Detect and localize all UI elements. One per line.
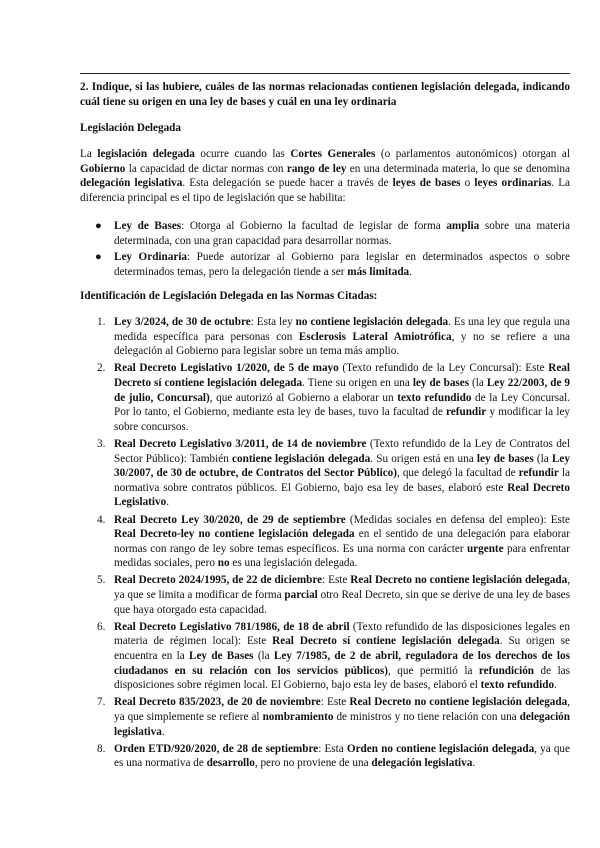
- bold-text: Esclerosis Lateral Amiotrófica: [298, 330, 452, 343]
- bold-text: Ley 22/2003, de 9 de julio, Concursal): [114, 376, 570, 404]
- bold-text: Ley 30/2007, de 30 de octubre, de Contratos del Sector Público): [114, 452, 570, 480]
- text-run: (la: [533, 452, 552, 465]
- bold-text: refundición: [478, 664, 535, 677]
- bold-text: Real Decreto Legislativo 1/2020, de 5 de mayo: [114, 362, 339, 375]
- text-run: , ya que simplemente se refiere al: [114, 696, 571, 723]
- bold-text: desarrollo: [206, 757, 255, 770]
- bold-text: Real Decreto sí contiene legislación delegada: [114, 362, 570, 389]
- text-run: .: [472, 757, 476, 770]
- bold-text: ley de bases: [476, 452, 534, 465]
- text-run: sobre una materia determinada, con una gran capacidad para desarrollar normas.: [114, 220, 570, 247]
- text-run: , que permitió la: [388, 664, 479, 677]
- bold-text: Real Decreto Legislativo: [114, 481, 570, 509]
- bold-text: Gobierno: [80, 162, 126, 175]
- norm-list-item: [80, 742, 570, 771]
- text-run: y modificar la ley sobre concursos.: [114, 406, 570, 433]
- norms-list: [80, 315, 570, 774]
- text-run: de la Ley Concursal. Por lo tanto, el Gobierno, mediante esta ley de bases, tuvo la facultad de: [114, 391, 571, 419]
- text-run: : Este: [322, 574, 351, 587]
- bold-text: Real Decreto sí contiene legislación delegada: [272, 635, 500, 648]
- list-number: 2.: [97, 362, 106, 375]
- text-run: . Tiene su origen en una: [302, 376, 413, 389]
- text-run: .: [166, 496, 170, 509]
- text-run: . Es una ley que regula una medida específica para personas con: [114, 316, 570, 343]
- text-run: (Texto refundido de las disposiciones legales en materia de régimen local): Este: [114, 620, 570, 648]
- bold-text: legislación delegada: [97, 148, 195, 160]
- bold-text: Real Decreto Ley 30/2020, de 29 de septiembre: [114, 513, 346, 526]
- question-heading: 2. Indique, si las hubiere, cuáles de las normas relacionadas contienen legislación delegada, indicando cuál tiene su origen en una ley de bases y cuál en una ley ordinaria: [80, 81, 570, 108]
- text-run: La: [80, 148, 98, 160]
- norm-list-item: [80, 437, 570, 510]
- text-run: o: [460, 177, 475, 190]
- bold-text: nombramiento: [262, 711, 334, 723]
- text-run: , ya que es una normativa de: [114, 742, 570, 770]
- text-run: (Medidas sociales en defensa del empleo): Este: [345, 513, 570, 526]
- bullet-dot-icon: ●: [95, 220, 102, 232]
- bullet-dot-icon: ●: [95, 251, 102, 264]
- bold-text: leyes ordinarias: [474, 177, 552, 190]
- bold-text: Cortes Generales: [290, 148, 376, 160]
- list-number: 3.: [97, 437, 106, 450]
- text-run: .: [409, 265, 412, 278]
- bold-text: rango de ley: [286, 162, 347, 175]
- list-number: 6.: [97, 620, 106, 633]
- text-run: , y no se refiere a una delegación al Gobierno para legislar sobre un tema más amplio.: [114, 330, 570, 358]
- bold-text: Real Decreto-ley no contiene legislación delegada: [114, 528, 355, 541]
- text-run: (o parlamentos autonómicos) otorgan al: [375, 148, 570, 160]
- bold-text: delegación legislativa: [114, 711, 570, 738]
- bold-text: Real Decreto 2024/1995, de 22 de diciembre: [114, 574, 323, 587]
- top-rule: [80, 73, 570, 74]
- text-run: la capacidad de dictar normas con: [125, 162, 287, 175]
- list-number: 5.: [97, 574, 106, 587]
- bold-text: texto refundido: [397, 391, 472, 404]
- norm-list-item: [80, 695, 570, 739]
- text-run: (la: [253, 650, 274, 663]
- bold-text: Real Decreto no contiene legislación delegada: [349, 696, 568, 709]
- bold-text: contiene legislación delegada: [232, 452, 371, 465]
- text-run: : Este: [320, 696, 350, 709]
- list-number: 4.: [97, 513, 106, 526]
- text-run: : Puede autorizar al Gobierno para legislar en determinados aspectos o sobre determinados temas, pero la delegación tiende a ser: [114, 251, 570, 278]
- text-run: . La diferencia principal es el tipo de legislación que se habilita:: [80, 177, 571, 204]
- text-run: : Esta: [318, 742, 347, 755]
- text-run: .: [161, 725, 165, 738]
- text-run: para enfrentar medidas sociales, pero: [114, 542, 570, 570]
- text-run: en el sentido de una delegación para elaborar normas con rango de ley sobre temas específicos. Es una norma con carácter: [114, 528, 570, 555]
- norm-list-item: [80, 315, 570, 359]
- list-number: 7.: [97, 696, 106, 709]
- bold-text: urgente: [466, 542, 504, 555]
- bold-text: no contiene legislación delegada: [295, 316, 449, 328]
- bold-text: Real Decreto Legislativo 781/1986, de 18 de abril: [114, 620, 350, 633]
- list-title: Identificación de Legislación Delegada en las Normas Citadas:: [80, 290, 378, 302]
- text-run: : Otorga al Gobierno la facultad de legislar de forma: [181, 220, 447, 232]
- text-run: , pero no proviene de una: [254, 757, 372, 770]
- list-number: 8.: [97, 742, 106, 755]
- bold-text: Ley Ordinaria: [114, 251, 188, 264]
- norm-list-item: [80, 361, 570, 434]
- text-run: es una legislación delegada.: [229, 557, 358, 570]
- text-run: . Su origen está en una: [370, 452, 477, 465]
- bold-text: Orden ETD/920/2020, de 28 de septiembre: [114, 742, 319, 755]
- bold-text: delegación legislativa: [80, 177, 183, 190]
- bold-text: ley de bases: [412, 376, 470, 389]
- text-run: . Su origen se encuentra en la: [114, 635, 570, 663]
- bold-text: Ley de Bases: [189, 650, 254, 663]
- text-run: ocurre cuando las: [194, 148, 291, 160]
- text-run: la normativa sobre contratos públicos. El Gobierno, bajo esa ley de bases, elaboró este: [114, 467, 570, 494]
- bold-text: no: [217, 557, 230, 570]
- bold-text: delegación legislativa: [371, 757, 473, 770]
- text-run: (la: [469, 376, 487, 389]
- bullet-item: [80, 219, 570, 248]
- text-run: (Texto refundido de la Ley Concursal): Este: [338, 362, 549, 375]
- bold-text: Real Decreto Legislativo 3/2011, de 14 de noviembre: [114, 437, 367, 450]
- bullet-list: [80, 219, 570, 281]
- bullet-item: [80, 250, 570, 279]
- bold-text: amplia: [446, 220, 480, 232]
- norm-list-item: [80, 573, 570, 617]
- list-number: 1.: [97, 316, 106, 328]
- text-run: otro Real Decreto, sin que se derive de una ley de bases que haya otorgado esta capacidad.: [114, 589, 570, 616]
- bold-text: refundir: [446, 406, 487, 419]
- bold-text: Ley 3/2024, de 30 de octubre: [114, 316, 251, 328]
- text-run: de las disposiciones sobre régimen local. El Gobierno, bajo esta ley de bases, elaboró el: [114, 664, 571, 692]
- bold-text: parcial: [284, 589, 318, 602]
- section-title: Legislación Delegada: [80, 122, 181, 134]
- bold-text: Real Decreto no contiene legislación delegada: [350, 574, 568, 587]
- bold-text: texto refundido: [480, 679, 555, 692]
- bold-text: Real Decreto 835/2023, de 20 de noviembre: [114, 696, 321, 709]
- bold-text: Ley 7/1985, de 2 de abril, reguladora de los derechos de los ciudadanos en su relación con los servicios públicos): [114, 650, 570, 677]
- norm-list-item: [80, 620, 570, 693]
- text-run: : Esta ley: [250, 316, 296, 328]
- text-run: de ministros y no tiene relación con una: [333, 711, 520, 723]
- bold-text: leyes de bases: [392, 177, 461, 190]
- text-run: , ya que se limita a modificar de forma: [114, 574, 570, 602]
- bold-text: refundir: [518, 467, 559, 480]
- text-run: en una determinada materia, lo que se denomina: [346, 162, 570, 175]
- text-run: (Texto refundido de la Ley de Contratos del Sector Público): También: [114, 437, 570, 465]
- text-run: . Esta delegación se puede hacer a través de: [182, 177, 393, 190]
- bold-text: más limitada: [347, 265, 410, 278]
- norm-list-item: [80, 513, 570, 571]
- bold-text: Ley de Bases: [114, 220, 182, 232]
- intro-paragraph: [80, 147, 570, 205]
- text-run: , que delegó la facultad de: [397, 467, 519, 480]
- text-run: .: [554, 679, 557, 692]
- text-run: , que autorizó al Gobierno a elaborar un: [209, 391, 398, 404]
- bold-text: Orden no contiene legislación delegada: [346, 742, 535, 755]
